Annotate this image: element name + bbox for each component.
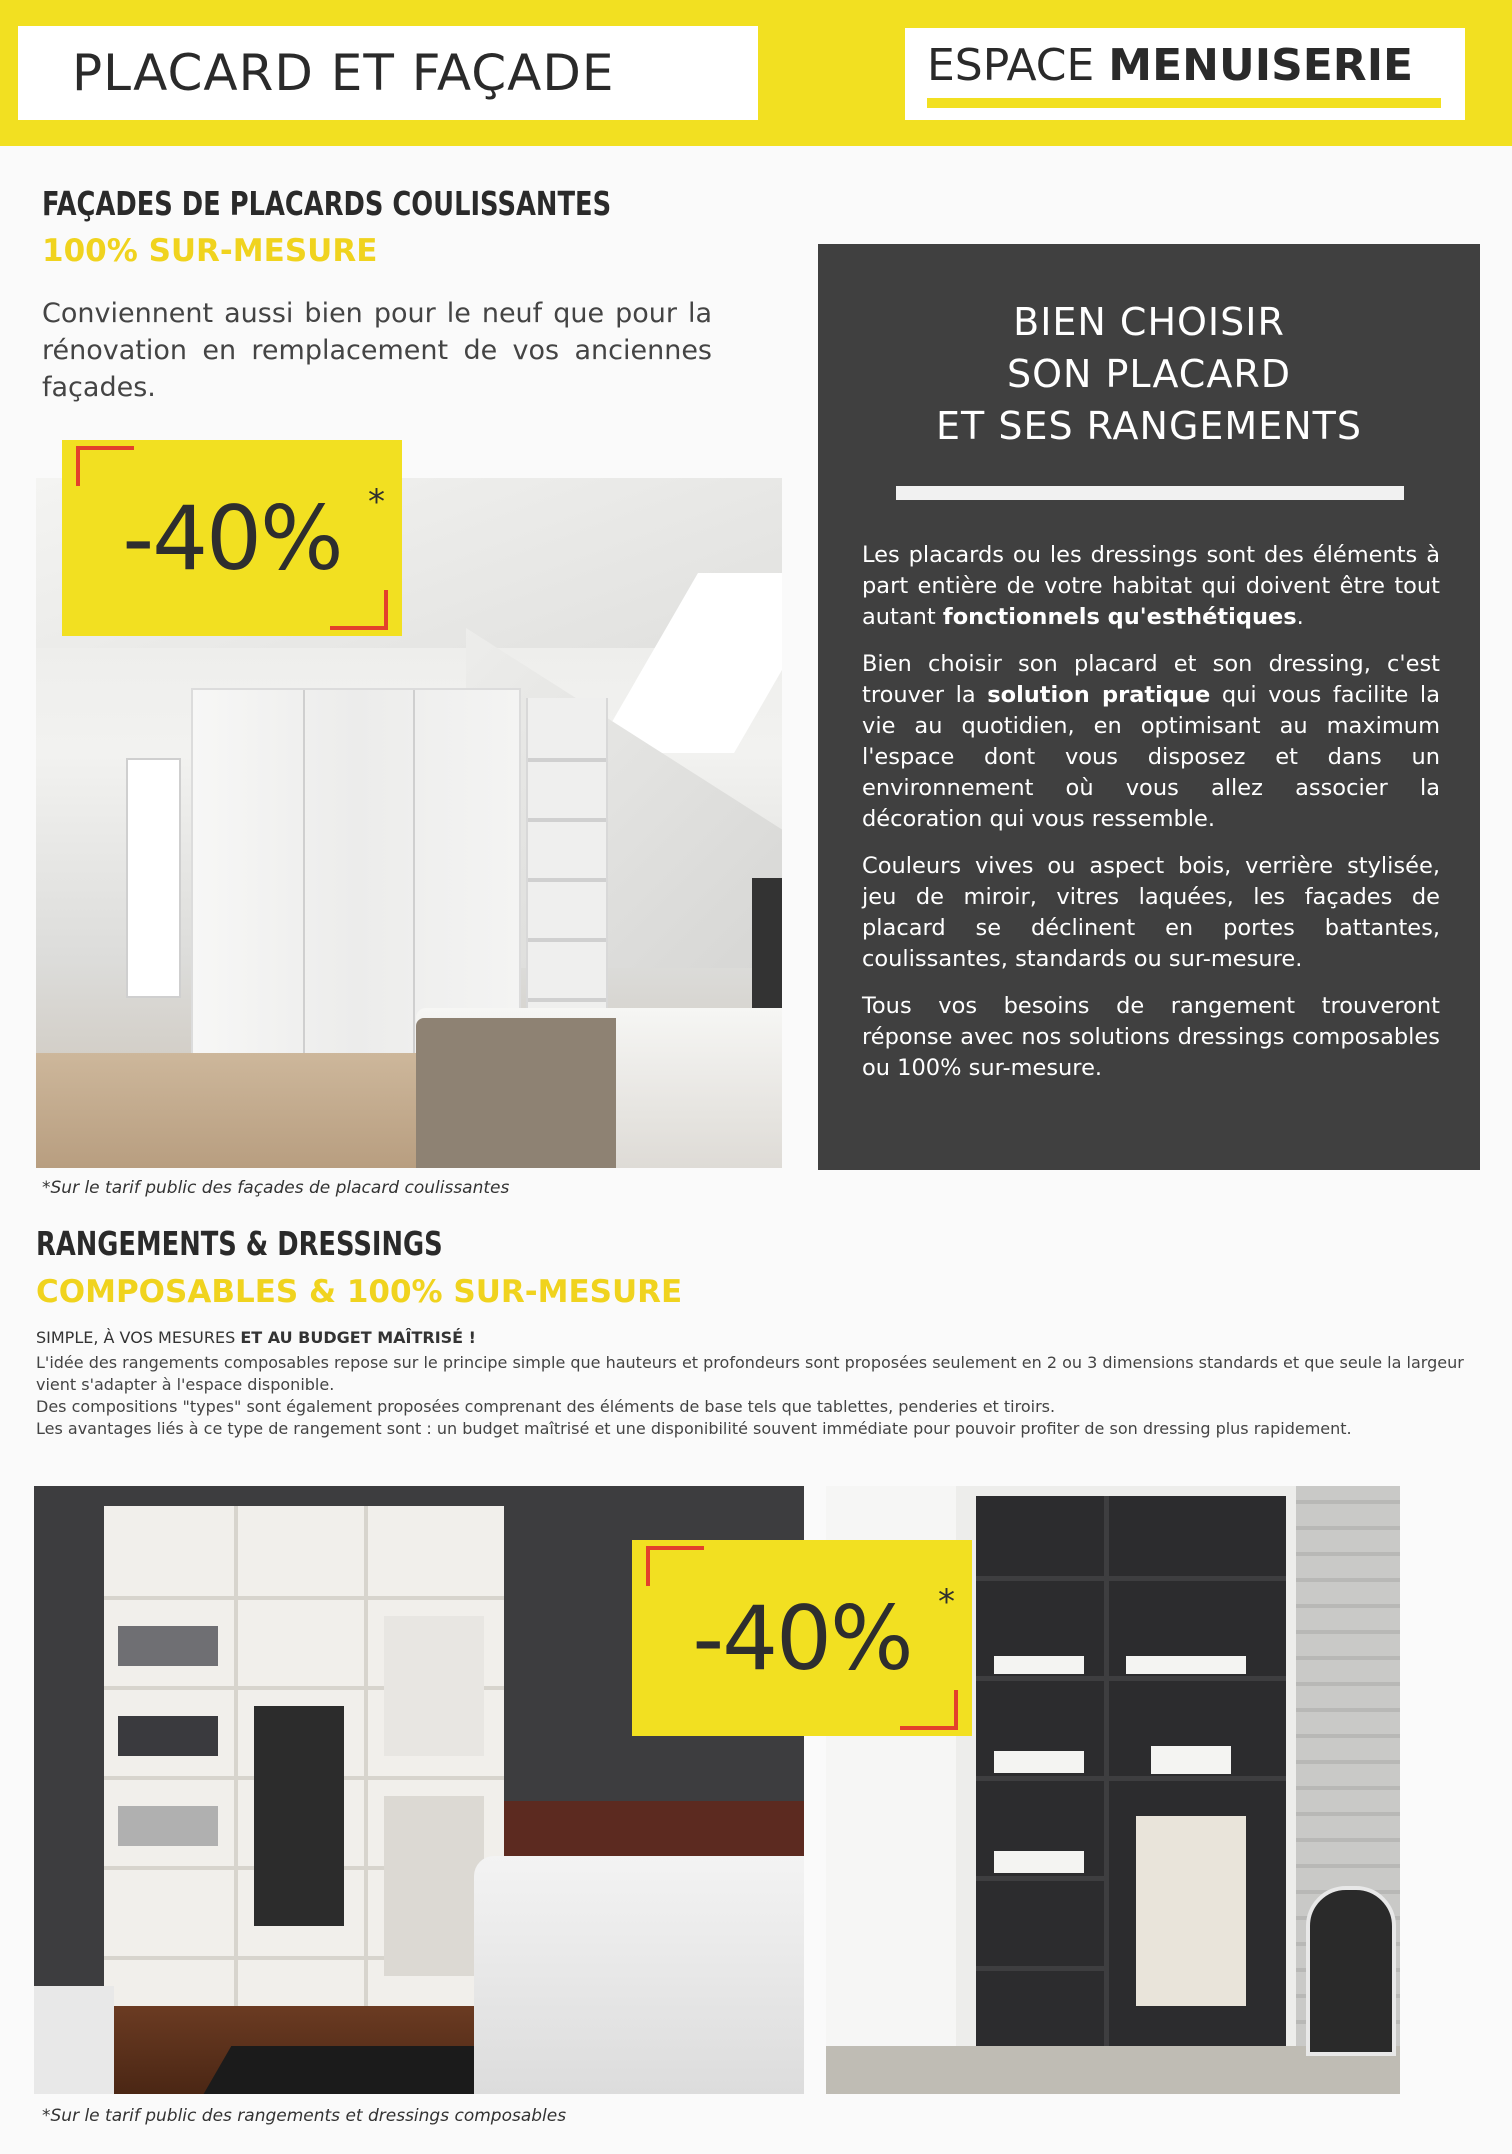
discount-badge-text: -40%: [692, 1586, 912, 1690]
brand-bold: MENUISERIE: [1108, 40, 1414, 91]
shelf: [528, 998, 606, 1002]
page-title-box: [18, 26, 758, 120]
folded-clothes: [118, 1716, 218, 1756]
photo-sliding-wardrobe: [191, 688, 521, 1058]
info-paragraph: [862, 540, 1440, 633]
section2-paragraph: Des compositions "types" sont également proposées comprenant des éléments de base tels que tablettes, penderies et tiroirs.: [36, 1397, 1056, 1416]
photo-side-table: [34, 1986, 114, 2094]
badge-corner-top-left: [76, 446, 134, 486]
dressing-shelf: [976, 1876, 1106, 1881]
folded-clothes: [118, 1806, 218, 1846]
photo-side-door: [126, 758, 181, 998]
dressing-divider: [1104, 1496, 1109, 2066]
info-text: .: [1296, 604, 1304, 630]
brand-box: [905, 28, 1465, 120]
discount-badge-text: -40%: [122, 486, 342, 590]
shelf: [528, 818, 606, 822]
section2-subheading: COMPOSABLES & 100% SUR-MESURE: [36, 1274, 683, 1310]
hanging-shirts: [384, 1616, 484, 1756]
badge-corner-bottom-right: [900, 1690, 958, 1730]
page-title: PLACARD ET FAÇADE: [72, 44, 615, 102]
photo-chair: [1306, 1886, 1396, 2056]
dressing-shelf: [976, 1576, 1286, 1581]
folded-linen: [994, 1751, 1084, 1773]
section2-body: [36, 1352, 1466, 1440]
lead-text: SIMPLE, À VOS MESURES: [36, 1328, 241, 1347]
lead-text-bold: ET AU BUDGET MAÎTRISÉ !: [240, 1328, 476, 1347]
info-panel-title-line: BIEN CHOISIR: [1013, 300, 1285, 344]
info-panel: [818, 244, 1480, 1170]
hanging-clothes: [1136, 1816, 1246, 2006]
section1-heading: FAÇADES DE PLACARDS COULISSANTES: [42, 184, 612, 223]
info-text: qui vous facilite la vie au quotidien, en optimisant au maximum l'espace dont vous disposez et dans un environnement où vous allez associer la décoration qui vous ressemble.: [862, 682, 1440, 832]
section2-paragraph: L'idée des rangements composables repose sur le principe simple que hauteurs et profondeurs sont proposées seulement en 2 ou 3 dimensions standards et que seule la largeur vient s'adapter à l'espace disponible.: [36, 1353, 1464, 1394]
folded-linen: [1151, 1746, 1231, 1774]
unit-divider: [234, 1506, 238, 2066]
section2-heading: RANGEMENTS & DRESSINGS: [36, 1224, 443, 1263]
dressing-shelf: [976, 1776, 1286, 1781]
photo-dark-dressing: [976, 1496, 1286, 2066]
info-panel-title-line: ET SES RANGEMENTS: [936, 404, 1362, 448]
hanging-clothes: [254, 1706, 344, 1926]
discount-badge-star: *: [368, 482, 385, 522]
discount-badge-star: *: [938, 1582, 955, 1622]
info-text-bold: solution pratique: [987, 682, 1211, 708]
wardrobe-door-seam: [303, 690, 305, 1056]
section1-footnote: *Sur le tarif public des façades de placard coulissantes: [42, 1178, 510, 1198]
unit-shelf: [104, 1596, 504, 1600]
info-panel-divider: [896, 486, 1404, 500]
section1-subheading: 100% SUR-MESURE: [42, 233, 378, 269]
discount-badge: [62, 440, 402, 636]
section2-footnote: *Sur le tarif public des rangements et dressings composables: [42, 2106, 567, 2126]
badge-corner-bottom-right: [330, 590, 388, 630]
section2-lead: [36, 1328, 476, 1347]
badge-corner-top-left: [646, 1546, 704, 1586]
drawers: [384, 1796, 484, 1976]
dressing-shelf: [976, 1966, 1106, 1971]
section2-paragraph: Les avantages liés à ce type de rangement sont : un budget maîtrisé et une disponibilité souvent immédiate pour pouvoir profiter de son dressing plus rapidement.: [36, 1419, 1352, 1438]
section1-body: Conviennent aussi bien pour le neuf que pour la rénovation en remplacement de vos anciennes façades.: [42, 298, 712, 403]
folded-linen: [994, 1851, 1084, 1873]
folded-linen: [1126, 1656, 1246, 1674]
discount-badge: [632, 1540, 972, 1736]
photo-bed: [474, 1856, 804, 2094]
info-panel-body: [862, 540, 1440, 1100]
info-paragraph: Tous vos besoins de rangement trouveront réponse avec nos solutions dressings composables ou 100% sur-mesure.: [862, 993, 1440, 1081]
photo-bed-blanket: [416, 1018, 616, 1168]
info-text-bold: fonctionnels qu'esthétiques: [942, 604, 1297, 630]
folded-clothes: [118, 1626, 218, 1666]
dressing-shelf: [976, 1676, 1286, 1681]
folded-linen: [994, 1656, 1084, 1674]
info-paragraph: [862, 649, 1440, 835]
info-paragraph: Couleurs vives ou aspect bois, verrière stylisée, jeu de miroir, vitres laquées, les façades de placard se déclinent en portes battantes, coulissantes, standards ou sur-mesure.: [862, 853, 1440, 972]
brand-logo: [927, 40, 1413, 91]
shelf: [528, 938, 606, 942]
info-panel-title: [818, 296, 1480, 452]
info-panel-title-line: SON PLACARD: [1006, 352, 1291, 396]
info-text: Bien choisir son placard et son dressing, c'est trouver la: [862, 651, 1440, 708]
shelf: [528, 758, 606, 762]
header-band: [0, 0, 1512, 146]
shelf: [528, 878, 606, 882]
unit-divider: [364, 1506, 368, 2066]
info-text: Les placards ou les dressings sont des éléments à part entière de votre habitat qui doivent être tout autant: [862, 542, 1440, 630]
brand-underline: [927, 98, 1441, 108]
brand-light: ESPACE: [927, 40, 1109, 91]
wardrobe-door-seam: [413, 690, 415, 1056]
photo-shelving-unit: [104, 1506, 504, 2066]
